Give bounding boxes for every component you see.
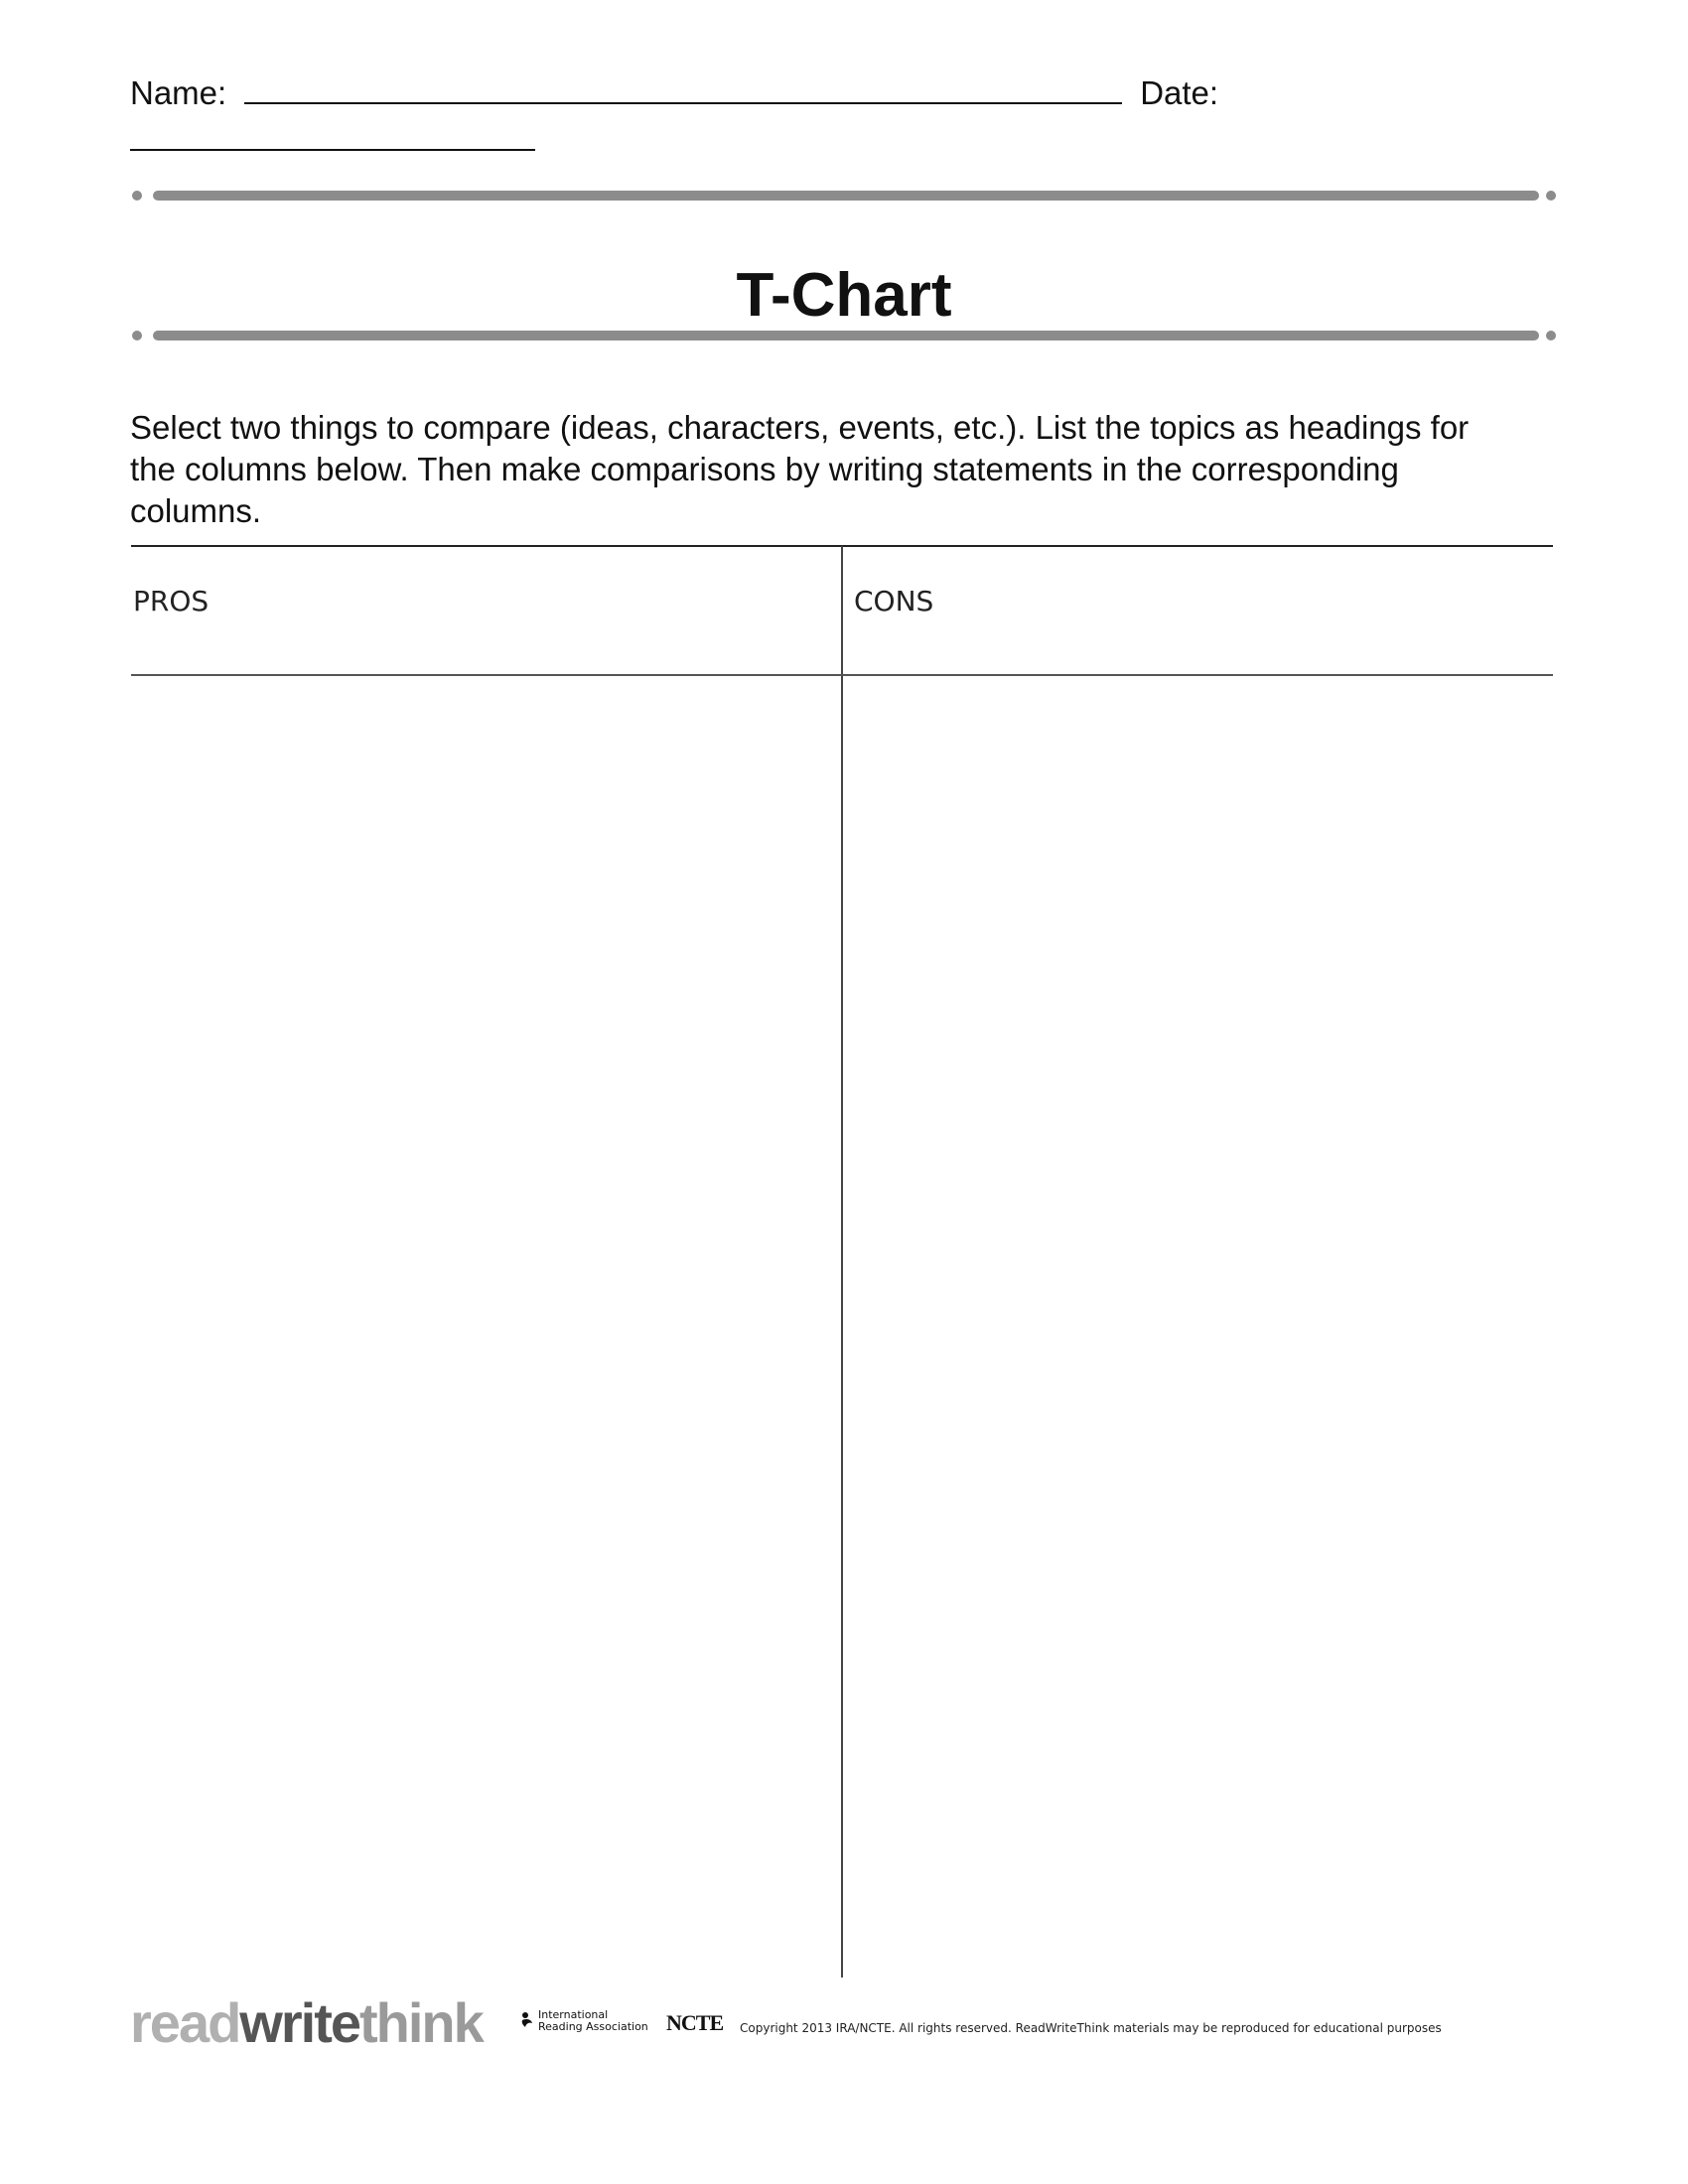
top-divider-bar bbox=[153, 191, 1539, 201]
copyright-text: Copyright 2013 IRA/NCTE. All rights reserved. ReadWriteThink materials may be reproduced for educational purposes bbox=[740, 2021, 1442, 2035]
ira-icon bbox=[520, 2011, 534, 2031]
pros-heading: PROS bbox=[133, 585, 210, 617]
date-label: Date: bbox=[1140, 74, 1219, 111]
ncte-logo: NCTE bbox=[666, 2010, 724, 2035]
rule-dot-left-top bbox=[132, 191, 142, 201]
cons-heading: CONS bbox=[854, 585, 934, 617]
ira-line1: International bbox=[538, 2008, 609, 2021]
title-divider-bar bbox=[153, 331, 1539, 341]
ira-line2: Reading Association bbox=[538, 2020, 648, 2033]
ira-logo bbox=[520, 2009, 648, 2033]
rule-dot-right-top bbox=[1546, 191, 1556, 201]
name-field[interactable] bbox=[244, 70, 1122, 104]
cons-column-area[interactable] bbox=[844, 676, 1553, 1977]
name-date-line bbox=[130, 69, 1218, 117]
name-label: Name: bbox=[130, 74, 227, 111]
pros-column-area[interactable] bbox=[131, 676, 840, 1977]
page-title: T-Chart bbox=[736, 261, 952, 330]
instructions-text: Select two things to compare (ideas, characters, events, etc.). List the topics as headings for the columns below. Then make comparisons by writing statements in the corresponding columns. bbox=[130, 409, 1470, 529]
rule-dot-left-bottom bbox=[132, 331, 142, 341]
date-field[interactable] bbox=[130, 149, 535, 151]
readwritethink-logo: readwritethink bbox=[130, 1991, 483, 2054]
rule-dot-right-bottom bbox=[1546, 331, 1556, 341]
footer bbox=[130, 1993, 1560, 2053]
chart-column-divider bbox=[841, 546, 843, 1978]
